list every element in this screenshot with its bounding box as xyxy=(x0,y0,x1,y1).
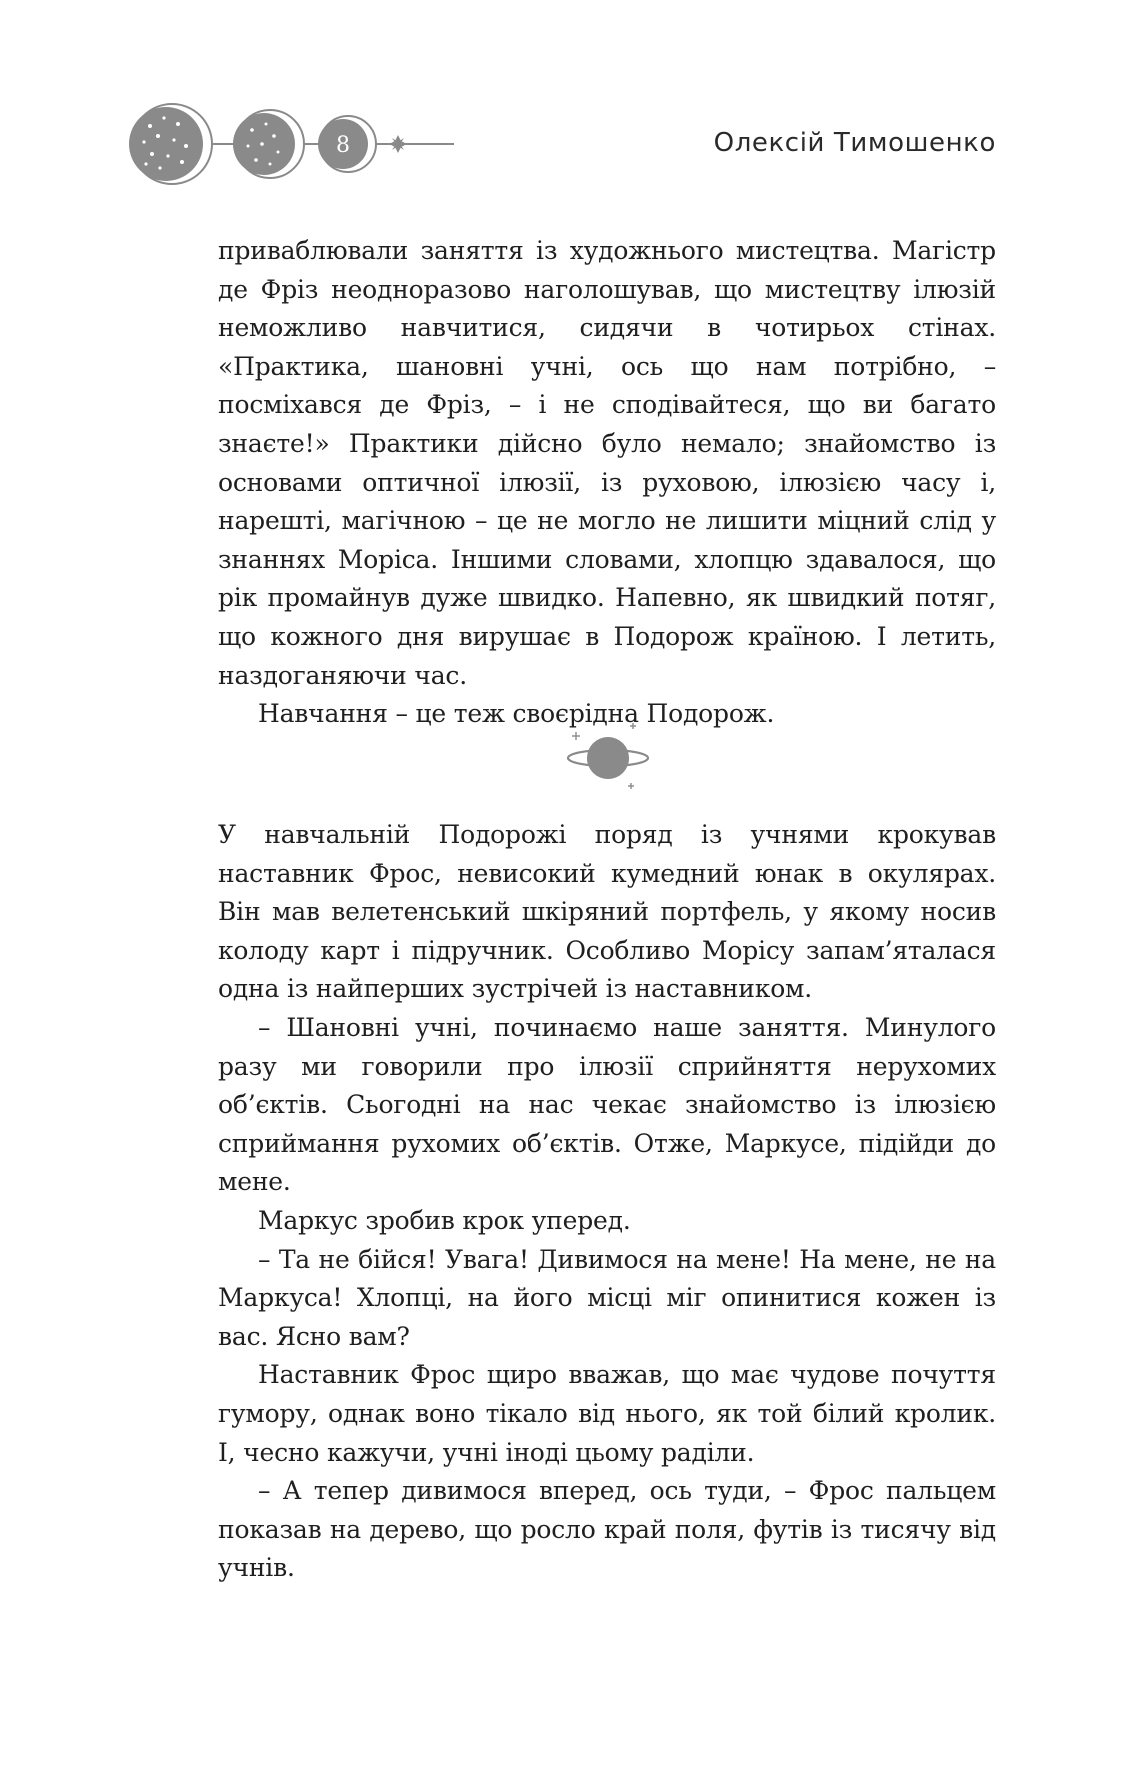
paragraph: Навчання – це теж своєрідна Подорож. xyxy=(258,699,775,729)
paragraph: – А тепер дивимося вперед, ось туди, – Фрос пальцем показав на дерево, що росло край поля, футів із тисячу від учнів. xyxy=(218,1476,996,1583)
paragraph: Наставник Фрос щиро вважав, що має чудове почуття гумору, однак воно тікало від нього, як той білий кролик. І, чесно кажучи, учні іноді цьому раділи. xyxy=(218,1360,996,1467)
page-number: 8 xyxy=(336,133,350,158)
author-name: Олексій Тимошенко xyxy=(713,128,996,158)
paragraph: – Та не бійся! Увага! Дивимося на мене! На мене, не на Маркуса! Хлопці, на його місці міг опинитися кожен із вас. Ясно вам? xyxy=(218,1244,996,1351)
text-block-before xyxy=(218,232,996,734)
paragraph: приваблювали заняття із художнього мистецтва. Магістр де Фріз неодноразово наголошував, що мистецтву ілюзій неможливо навчитися, сидячи в чотирьох стінах. «Практика, шановні учні, ось що нам потрібно, – посміхався де Фріз, – і не сподівайтеся, що ви багато знаєте!» Практики дійсно було немало; знайомство із основами оптичної ілюзії, із руховою, ілюзією часу і, нарешті, магічною – це не могло не лишити міцний слід у знаннях Моріса. Іншими словами, хлопцю здавалося, що рік промайнув дуже швидко. Напевно, як швидкий потяг, що кожного дня вирушає в Подорож країною. І летить, наздоганяючи час. xyxy=(218,236,996,690)
paragraph: Маркус зробив крок уперед. xyxy=(258,1205,631,1235)
paragraph: У навчальній Подорожі поряд із учнями крокував наставник Фрос, невисокий кумедний юнак в окулярах. Він мав велетенський шкіряний портфель, у якому носив колоду карт і підручник. Особливо Морісу запам’яталася одна із найперших зустрічей із наставником. xyxy=(218,820,996,1004)
paragraph: – Шановні учні, починаємо наше заняття. Минулого разу ми говорили про ілюзії сприйняття нерухомих об’єктів. Сьогодні на нас чекає знайомство із ілюзією сприймання рухомих об’єктів. Отже, Маркусе, підійди до мене. xyxy=(218,1012,996,1197)
planet-icon xyxy=(560,718,656,794)
text-block-after xyxy=(218,816,996,1588)
moon-phases-icon xyxy=(124,96,454,192)
